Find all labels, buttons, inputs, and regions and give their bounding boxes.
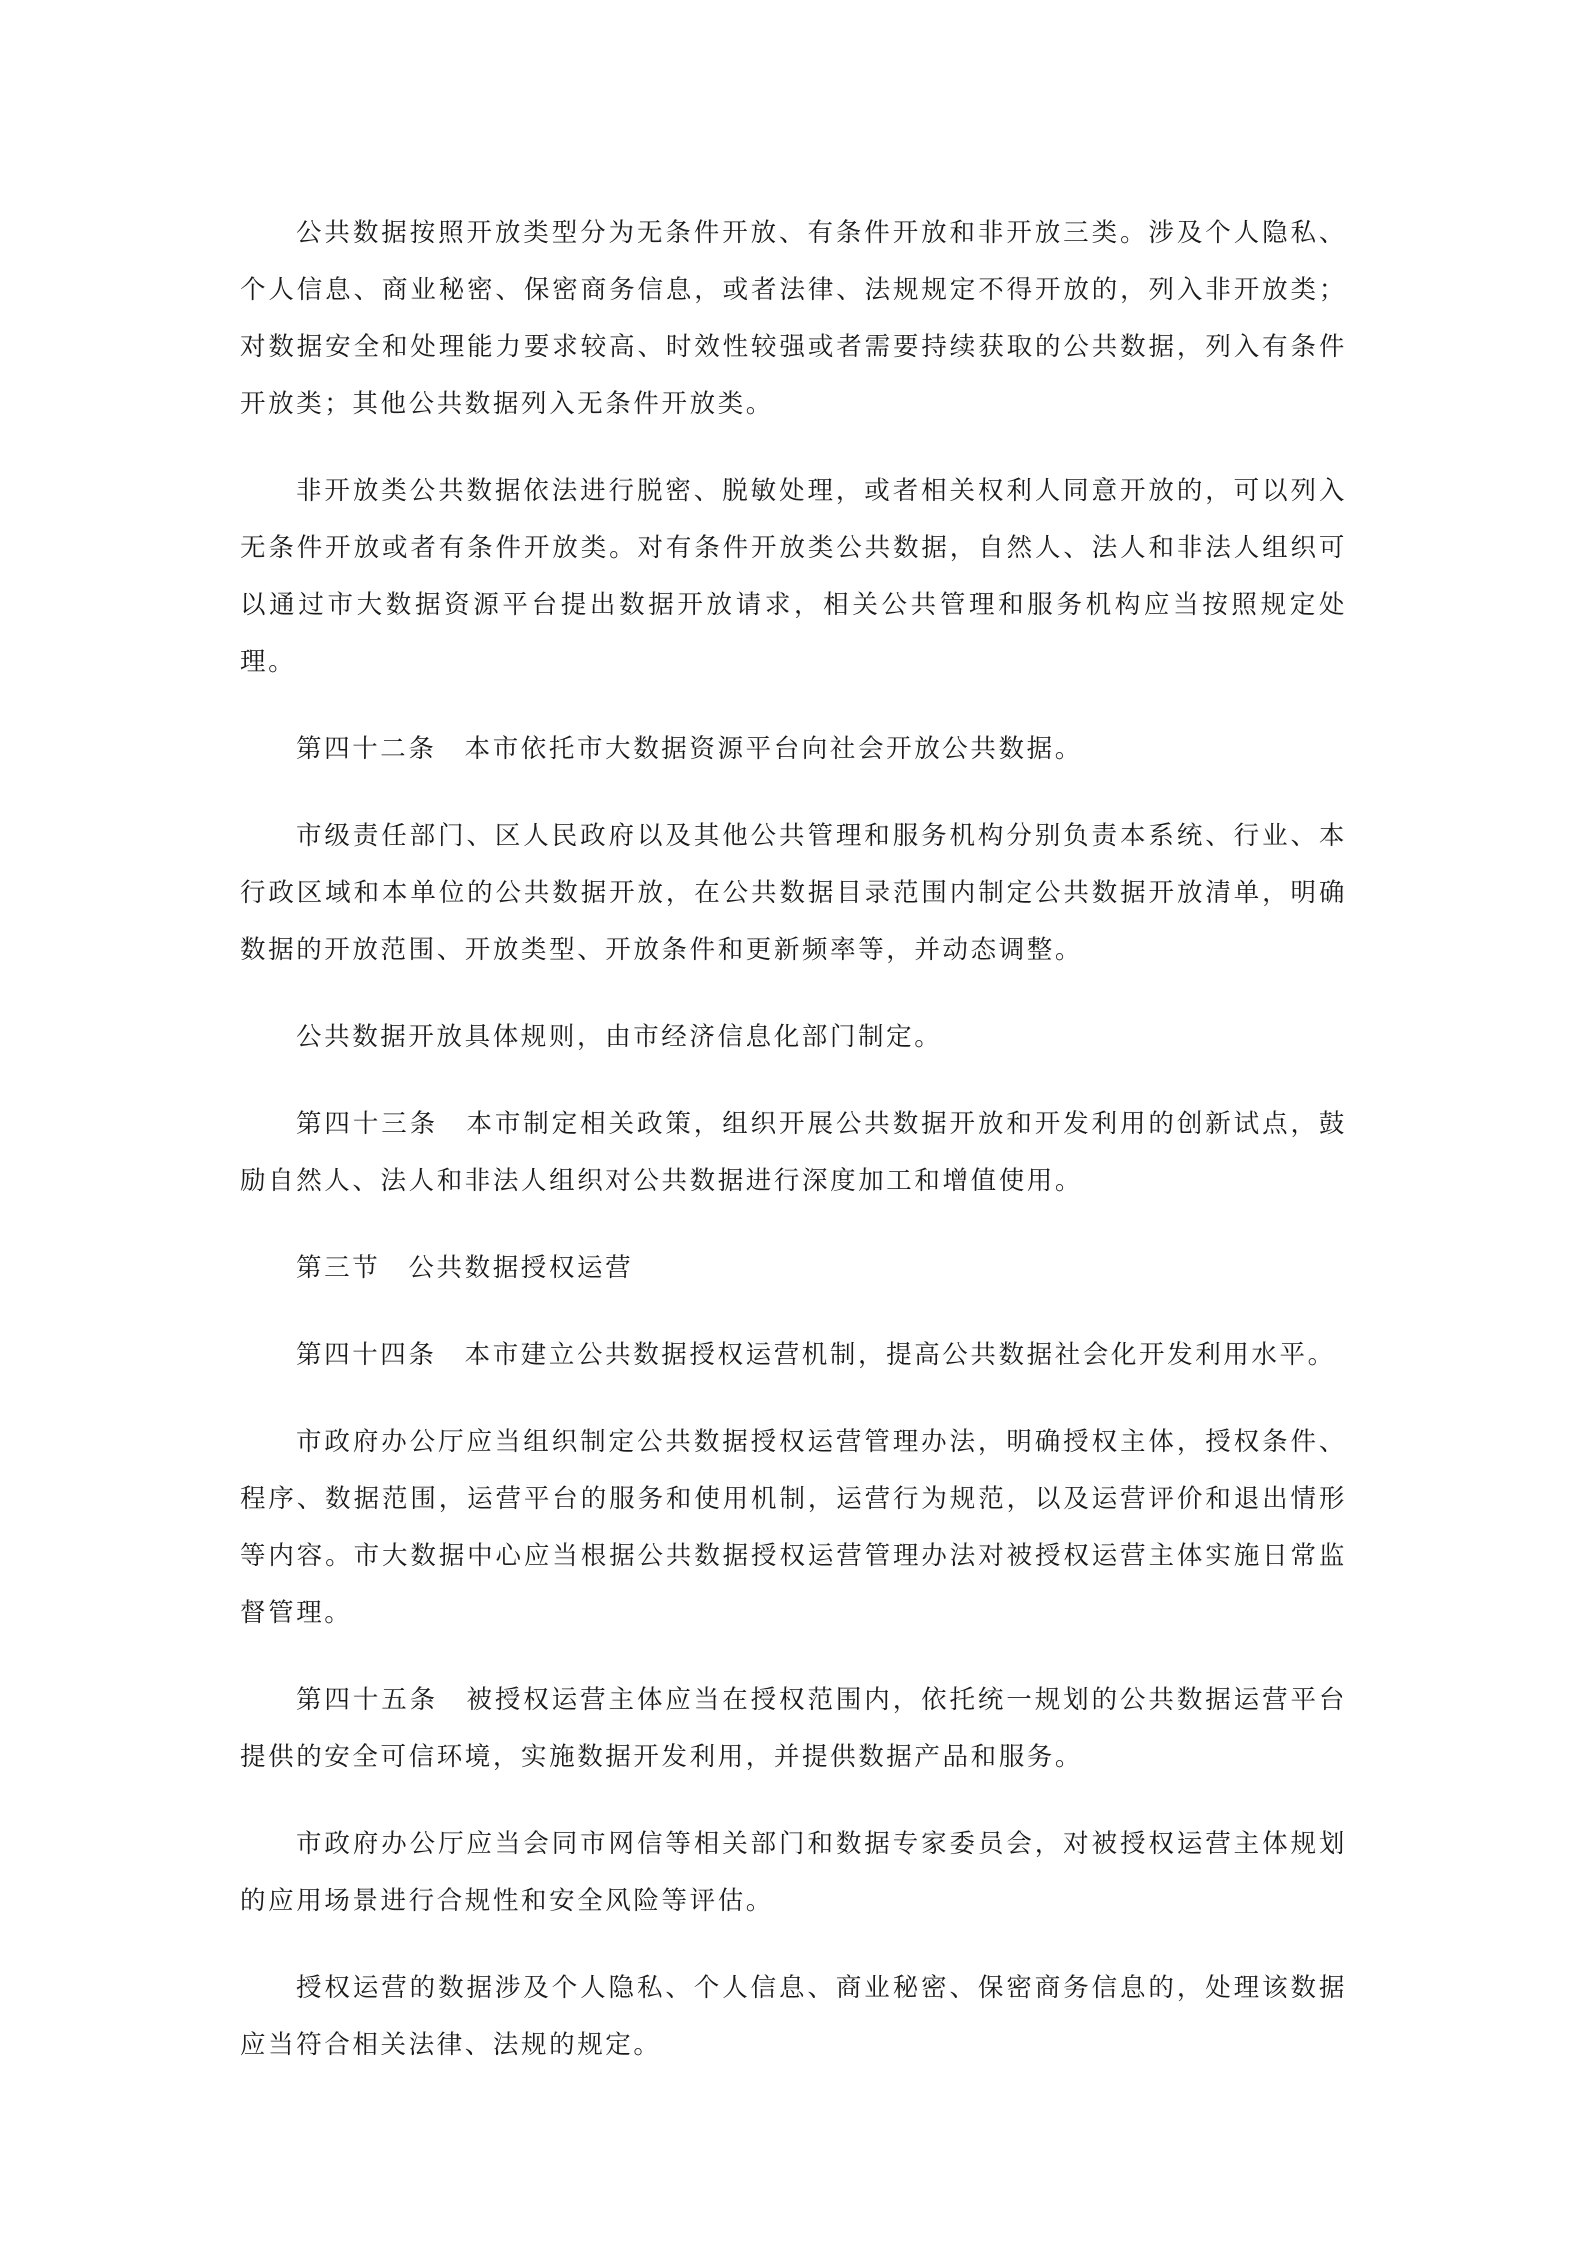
document-body — [240, 205, 1347, 2104]
paragraph-open-rules: 公共数据开放具体规则，由市经济信息化部门制定。 — [296, 1022, 943, 1052]
article-45: 第四十五条 被授权运营主体应当在授权范围内，依托统一规划的公共数据运营平台提供的安全可信环境，实施数据开发利用，并提供数据产品和服务。 — [240, 1685, 1347, 1772]
paragraph-non-open-processing: 非开放类公共数据依法进行脱密、脱敏处理，或者相关权利人同意开放的，可以列入无条件开放或者有条件开放类。对有条件开放类公共数据，自然人、法人和非法人组织可以通过市大数据资源平台提出数据开放请求，相关公共管理和服务机构应当按照规定处理。 — [240, 476, 1347, 677]
article-43: 第四十三条 本市制定相关政策，组织开展公共数据开放和开发利用的创新试点，鼓励自然人、法人和非法人组织对公共数据进行深度加工和增值使用。 — [240, 1109, 1347, 1196]
article-42: 第四十二条 本市依托市大数据资源平台向社会开放公共数据。 — [296, 734, 1083, 764]
paragraph-authorization-measures: 市政府办公厅应当组织制定公共数据授权运营管理办法，明确授权主体，授权条件、程序、数据范围，运营平台的服务和使用机制，运营行为规范，以及运营评价和退出情形等内容。市大数据中心应当根据公共数据授权运营管理办法对被授权运营主体实施日常监督管理。 — [240, 1427, 1347, 1628]
section-3-heading: 第三节 公共数据授权运营 — [296, 1253, 634, 1283]
paragraph-data-open-categories: 公共数据按照开放类型分为无条件开放、有条件开放和非开放三类。涉及个人隐私、个人信息、商业秘密、保密商务信息，或者法律、法规规定不得开放的，列入非开放类；对数据安全和处理能力要求较高、时效性较强或者需要持续获取的公共数据，列入有条件开放类；其他公共数据列入无条件开放类。 — [240, 218, 1347, 419]
paragraph-scenario-assessment: 市政府办公厅应当会同市网信等相关部门和数据专家委员会，对被授权运营主体规划的应用场景进行合规性和安全风险等评估。 — [240, 1829, 1347, 1916]
article-44: 第四十四条 本市建立公共数据授权运营机制，提高公共数据社会化开发利用水平。 — [296, 1340, 1336, 1370]
paragraph-responsible-departments: 市级责任部门、区人民政府以及其他公共管理和服务机构分别负责本系统、行业、本行政区域和本单位的公共数据开放，在公共数据目录范围内制定公共数据开放清单，明确数据的开放范围、开放类型、开放条件和更新频率等，并动态调整。 — [240, 821, 1347, 965]
paragraph-privacy-compliance: 授权运营的数据涉及个人隐私、个人信息、商业秘密、保密商务信息的，处理该数据应当符合相关法律、法规的规定。 — [240, 1973, 1347, 2060]
